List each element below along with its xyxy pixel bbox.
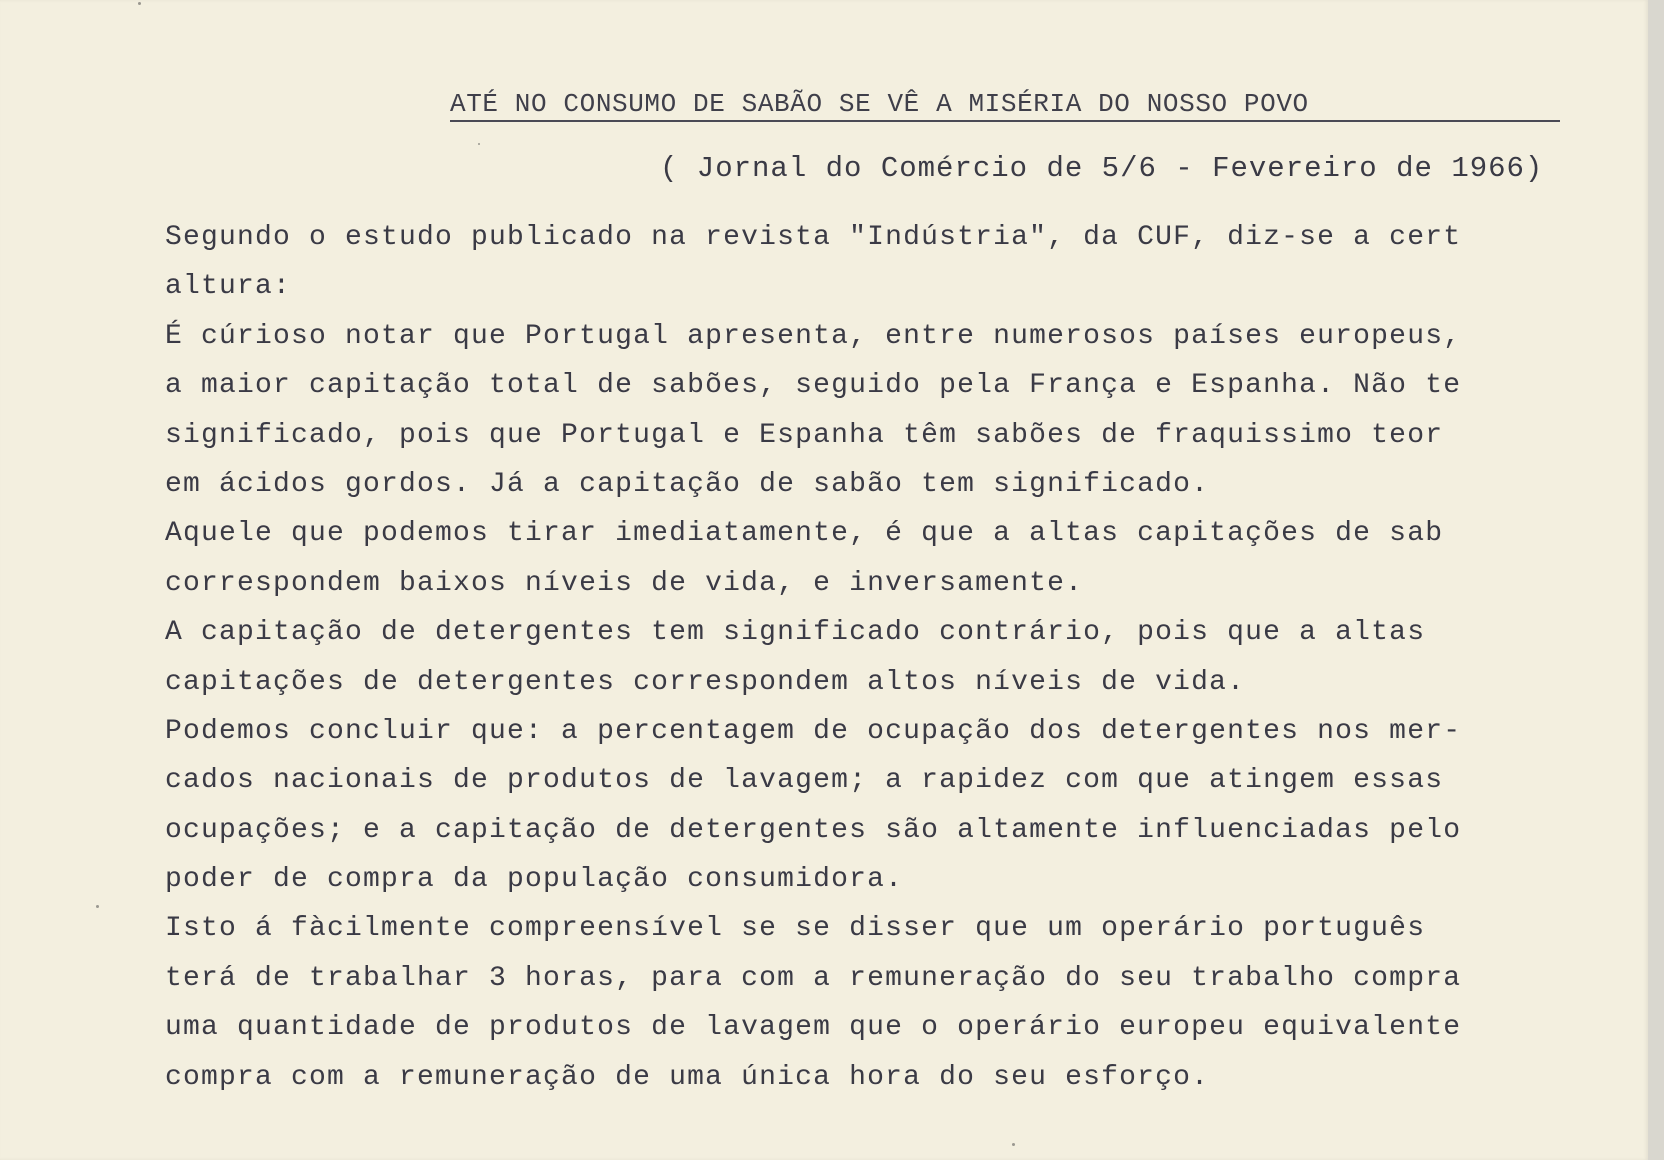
text-line: uma quantidade de produtos de lavagem que o operário europeu equivalente [165,1012,1462,1044]
text-line: significado, pois que Portugal e Espanha têm sabões de fraquissimo teor [165,419,1444,451]
text-line: ocupações; e a capitação de detergentes são altamente influenciadas pelo [165,814,1462,846]
text-line: cados nacionais de produtos de lavagem; a rapidez com que atingem essas [165,765,1444,797]
paper-speck [138,2,141,5]
text-line: A capitação de detergentes tem significado contrário, pois que a altas [165,617,1426,649]
text-line: poder de compra da população consumidora. [165,864,904,896]
paper-speck [478,143,480,145]
text-line: Podemos concluir que: a percentagem de ocupação dos detergentes nos mer- [165,715,1462,747]
text-line: compra com a remuneração de uma única hora do seu esforço. [165,1061,1210,1093]
text-line: terá de trabalhar 3 horas, para com a remuneração do seu trabalho compra [165,962,1462,994]
document-title: ATÉ NO CONSUMO DE SABÃO SE VÊ A MISÉRIA DO NOSSO POVO [450,89,1309,119]
text-line: correspondem baixos níveis de vida, e inversamente. [165,567,1084,599]
source-citation: ( Jornal do Comércio de 5/6 - Fevereiro de 1966) [660,152,1544,185]
text-line: capitações de detergentes correspondem altos níveis de vida. [165,666,1246,698]
title-underline [450,120,1560,122]
text-line: Aquele que podemos tirar imediatamente, é que a altas capitações de sab [165,518,1444,550]
text-line: em ácidos gordos. Já a capitação de sabão tem significado. [165,468,1210,500]
text-line: altura: [165,271,292,303]
paper-speck [1012,1143,1015,1146]
text-line: Segundo o estudo publicado na revista "Indústria", da CUF, diz-se a cert [165,222,1462,253]
paper-speck [96,905,99,908]
text-line: Isto á fàcilmente compreensível se se disser que um operário português [165,913,1426,945]
text-line: É cúrioso notar que Portugal apresenta, entre numerosos países europeus, [165,320,1462,352]
scan-edge [1648,0,1664,1160]
text-line: a maior capitação total de sabões, seguido pela França e Espanha. Não te [165,370,1462,402]
body-text [165,213,1648,1102]
